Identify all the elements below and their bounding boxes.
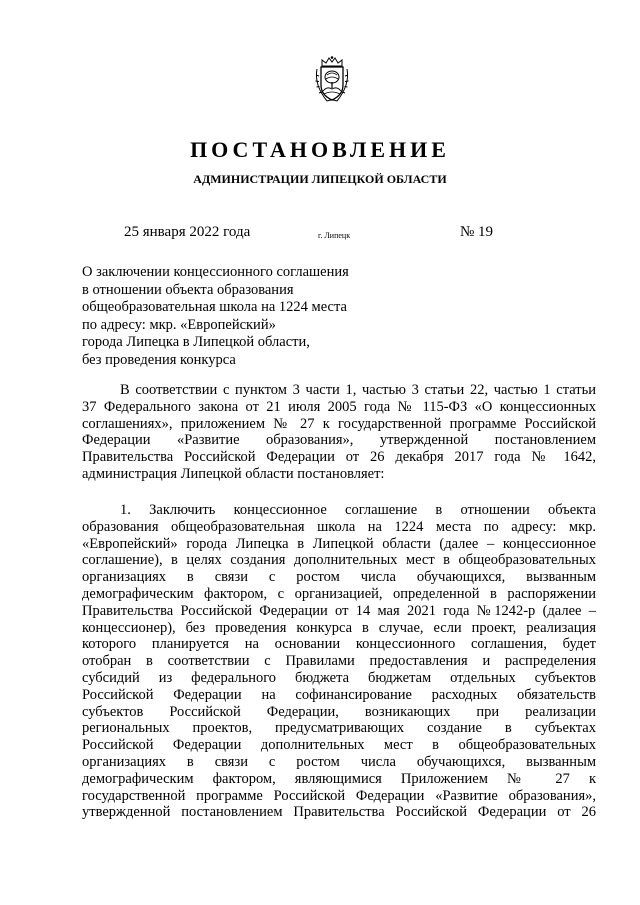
item-1-line: демографическим фактором, с организацией, определенной в распоряжении — [82, 585, 596, 602]
item-1-line: демографическим фактором, являющимися Приложением № 27 к — [82, 770, 596, 787]
subject-line: О заключении концессионного соглашения — [82, 264, 349, 280]
document-subject — [82, 264, 349, 369]
preamble-line: соглашениях», приложением № 27 к государственной программе Российской — [82, 415, 596, 432]
preamble-line: Федерации «Развитие образования», утвержденной постановлением — [82, 432, 596, 449]
item-1-line: концессионер), без проведения конкурса в случае, если проект, реализация — [82, 619, 596, 636]
item-1-line: утвержденной постановлением Правительства Российской Федерации от 26 — [82, 804, 596, 821]
document-title: ПОСТАНОВЛЕНИЕ — [190, 137, 450, 162]
item-1-line: субсидий из федерального бюджета бюджетам отдельных субъектов — [82, 669, 596, 686]
document-place: г. Липецк — [318, 231, 351, 240]
item-1-line: соглашение), в целях создания дополнительных мест в общеобразовательных — [82, 552, 596, 569]
item-1-line: 1. Заключить концессионное соглашение в отношении объекта — [120, 502, 596, 518]
item-1-paragraph — [82, 502, 596, 821]
preamble-line: 37 Федерального закона от 21 июля 2005 года № 115-ФЗ «О концессионных — [82, 398, 596, 415]
item-1-line: Российской Федерации на софинансирование расходных обязательств — [82, 686, 596, 703]
preamble-line: В соответствии с пунктом 3 части 1, частью 3 статьи 22, частью 1 статьи — [120, 382, 596, 398]
item-1-line: организациях в связи с ростом числа обучающихся, вызванным — [82, 753, 596, 770]
item-1-line: которого планируется на основании концессионного соглашения, будет — [82, 636, 596, 653]
issuing-organization: АДМИНИСТРАЦИИ ЛИПЕЦКОЙ ОБЛАСТИ — [193, 172, 447, 186]
item-1-line: субъектов Российской Федерации, возникающих при реализации — [82, 703, 596, 720]
document-number: № 19 — [460, 224, 494, 240]
preamble-paragraph — [82, 382, 596, 483]
item-1-line: Российской Федерации дополнительных мест в общеобразовательных — [82, 737, 596, 754]
item-1-line: «Европейский» города Липецка в Липецкой области (далее – концессионное — [82, 535, 596, 552]
subject-line: по адресу: мкр. «Европейский» — [82, 316, 276, 333]
item-1-line: региональных проектов, предусматривающих создание в субъектах — [82, 720, 596, 737]
preamble-line: администрация Липецкой области постановляет: — [82, 465, 385, 482]
item-1-line: отобран в соответствии с Правилами предоставления и распределения — [82, 653, 596, 670]
item-1-line: образования общеобразовательная школа на 1224 места по адресу: мкр. — [82, 518, 596, 535]
subject-line: города Липецка в Липецкой области, — [82, 334, 310, 350]
subject-line: в отношении объекта образования — [82, 281, 294, 298]
document-date: 25 января 2022 года — [124, 224, 251, 240]
subject-line: без проведения конкурса — [82, 351, 236, 368]
item-1-line: государственной программе Российской Федерации «Развитие образования», — [82, 787, 596, 804]
item-1-line: Правительства Российской Федерации от 14 мая 2021 года №1242-р (далее – — [82, 602, 596, 619]
subject-line: общеобразовательная школа на 1224 места — [82, 299, 347, 315]
item-1-line: организациях в связи с ростом числа обучающихся, вызванным — [82, 569, 596, 586]
preamble-line: Правительства Российской Федерации от 26 декабря 2017 года № 1642, — [82, 449, 596, 466]
lipetsk-oblast-coat-of-arms-icon — [313, 55, 351, 103]
